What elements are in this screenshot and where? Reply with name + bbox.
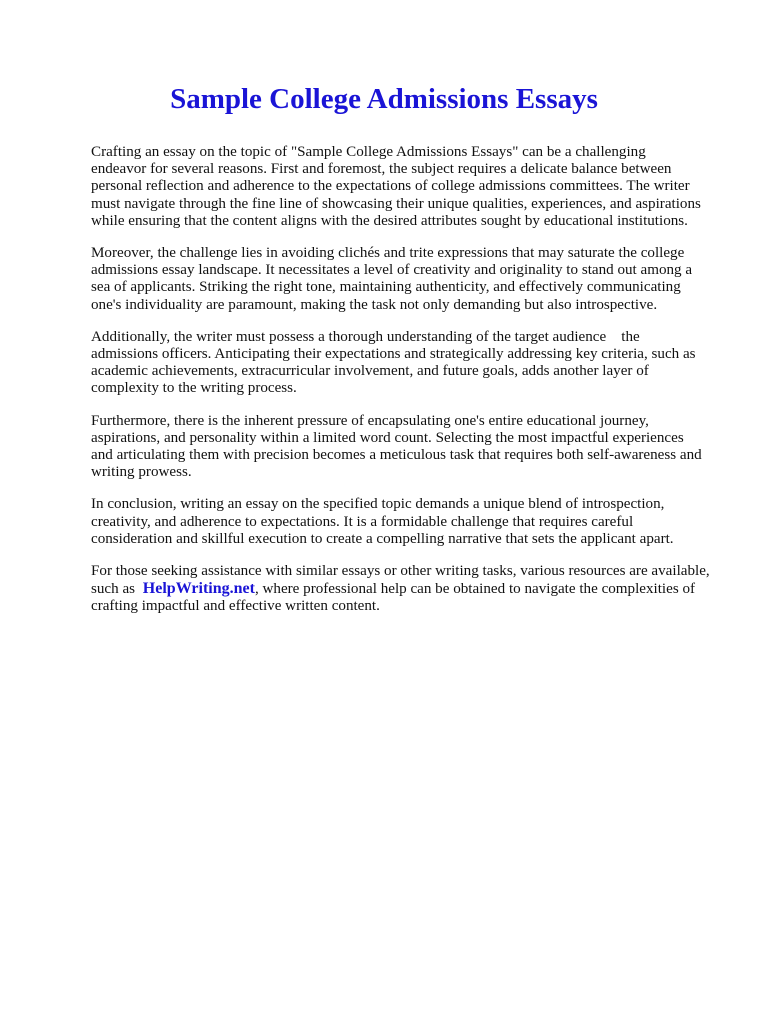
text-line: crafting impactful and effective written content. xyxy=(91,598,380,615)
paragraph-6 xyxy=(91,563,731,616)
text-line: Additionally, the writer must possess a thorough understanding of the target audience the xyxy=(91,328,640,345)
text-line: For those seeking assistance with similar essays or other writing tasks, various resources are available, xyxy=(91,563,710,580)
paragraph-4 xyxy=(91,413,731,482)
paragraph-3 xyxy=(91,329,731,398)
text-line: personal reflection and adherence to the expectations of college admissions committees. The writer xyxy=(91,178,690,195)
helpwriting-link[interactable]: HelpWriting.net xyxy=(142,580,255,598)
text-line: endeavor for several reasons. First and foremost, the subject requires a delicate balance between xyxy=(91,161,672,178)
text-line: In conclusion, writing an essay on the specified topic demands a unique blend of introspection, xyxy=(91,496,665,513)
text-line: admissions officers. Anticipating their expectations and strategically addressing key criteria, such as xyxy=(91,346,696,363)
text-line: one's individuality are paramount, making the task not only demanding but also introspective. xyxy=(91,296,658,313)
paragraph-2 xyxy=(91,245,731,314)
text-line: while ensuring that the content aligns with the desired attributes sought by educational institutions. xyxy=(91,212,688,229)
text-line-with-link xyxy=(91,580,731,598)
text-line: sea of applicants. Striking the right tone, maintaining authenticity, and effectively communicating xyxy=(91,279,681,296)
text-line: academic achievements, extracurricular involvement, and future goals, adds another layer of xyxy=(91,363,649,380)
text-line: admissions essay landscape. It necessitates a level of creativity and originality to stand out among a xyxy=(91,262,693,279)
text-line: must navigate through the fine line of showcasing their unique qualities, experiences, and aspirations xyxy=(91,195,701,212)
text-fragment: such as xyxy=(91,581,139,598)
text-line: complexity to the writing process. xyxy=(91,380,297,397)
text-line: and articulating them with precision becomes a meticulous task that requires both self-awareness and xyxy=(91,447,702,464)
text-line: aspirations, and personality within a limited word count. Selecting the most impactful experiences xyxy=(91,429,684,446)
page-title: Sample College Admissions Essays xyxy=(170,83,598,115)
text-line: consideration and skillful execution to create a compelling narrative that sets the applicant apart. xyxy=(91,530,674,547)
text-fragment: , where professional help can be obtained to navigate the complexities of xyxy=(254,581,696,598)
text-line: creativity, and adherence to expectations. It is a formidable challenge that requires careful xyxy=(91,513,634,530)
text-line: Moreover, the challenge lies in avoiding clichés and trite expressions that may saturate the college xyxy=(91,245,685,262)
text-line: writing prowess. xyxy=(91,464,192,481)
text-line: Furthermore, there is the inherent pressure of encapsulating one's entire educational journey, xyxy=(91,412,649,429)
essay-body xyxy=(91,144,731,631)
paragraph-5 xyxy=(91,496,731,548)
text-line: Crafting an essay on the topic of "Sample College Admissions Essays" can be a challenging xyxy=(91,144,646,160)
paragraph-1 xyxy=(91,144,731,230)
